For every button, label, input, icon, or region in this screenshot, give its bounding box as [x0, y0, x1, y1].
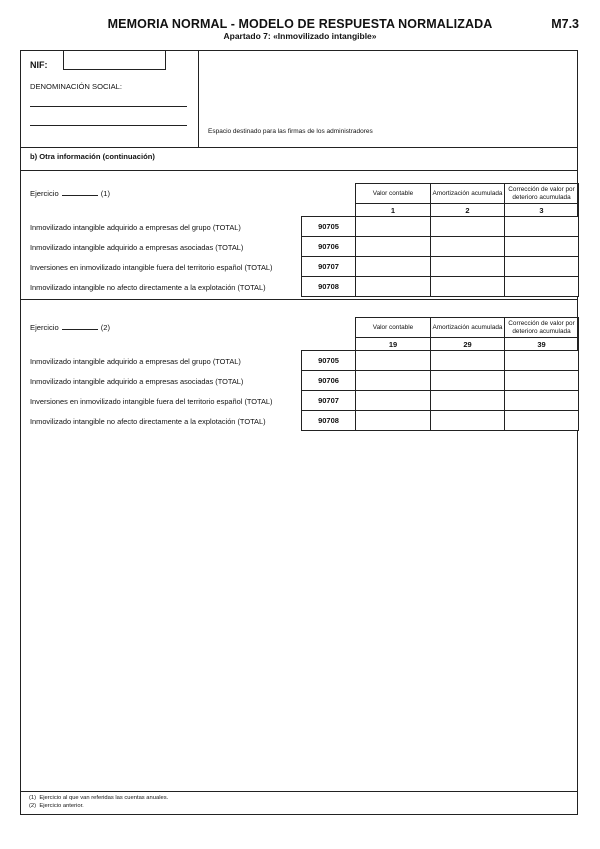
value-cell[interactable] [504, 350, 579, 371]
column-number: 3 [504, 203, 579, 217]
value-cell[interactable] [355, 390, 431, 411]
denominacion-field-line-1[interactable] [30, 106, 187, 107]
row-label: Inmovilizado intangible no afecto directamente a la explotación (TOTAL) [30, 283, 266, 292]
nif-label: NIF: [30, 60, 48, 70]
row-code: 90706 [301, 236, 356, 257]
column-header-correccion: Corrección de valor por deterioro acumulada [504, 317, 579, 338]
value-cell[interactable] [504, 256, 579, 277]
row-code: 90705 [301, 350, 356, 371]
column-number: 2 [430, 203, 505, 217]
column-number: 19 [355, 337, 431, 351]
ejercicio-note-ref: (1) [100, 189, 110, 198]
column-number: 39 [504, 337, 579, 351]
row-label: Inmovilizado intangible adquirido a empresas asociadas (TOTAL) [30, 243, 244, 252]
column-number: 29 [430, 337, 505, 351]
value-cell[interactable] [355, 350, 431, 371]
row-label: Inversiones en inmovilizado intangible fuera del territorio español (TOTAL) [30, 263, 273, 272]
document-title: MEMORIA NORMAL - MODELO DE RESPUESTA NORMALIZADA [107, 17, 493, 31]
column-header-correccion: Corrección de valor por deterioro acumulada [504, 183, 579, 204]
ejercicio-year-field[interactable] [62, 323, 98, 330]
row-code: 90707 [301, 390, 356, 411]
ejercicio-note-ref: (2) [100, 323, 110, 332]
nif-field[interactable] [63, 51, 166, 70]
row-label: Inmovilizado intangible adquirido a empresas del grupo (TOTAL) [30, 357, 241, 366]
ejercicio-line-2 [30, 323, 110, 332]
value-cell[interactable] [430, 410, 505, 431]
value-cell[interactable] [355, 276, 431, 297]
document-subtitle: Apartado 7: «Inmovilizado intangible» [223, 31, 377, 41]
footnote-mark: (1) [29, 795, 37, 801]
value-cell[interactable] [430, 256, 505, 277]
column-header-valor-contable: Valor contable [355, 183, 431, 204]
value-cell[interactable] [504, 216, 579, 237]
denominacion-label: DENOMINACIÓN SOCIAL: [30, 82, 122, 91]
value-cell[interactable] [430, 236, 505, 257]
form-code: M7.3 [551, 17, 579, 31]
value-cell[interactable] [430, 276, 505, 297]
footnote-text: Ejercicio anterior. [39, 803, 84, 809]
form-frame [20, 50, 578, 815]
value-cell[interactable] [355, 236, 431, 257]
footnote-text: Ejercicio al que van referidas las cuentas anuales. [39, 795, 169, 801]
column-number: 1 [355, 203, 431, 217]
footnote-1 [29, 795, 168, 801]
column-header-amortizacion: Amortización acumulada [430, 183, 505, 204]
ejercicio-year-field[interactable] [62, 189, 98, 196]
signatures-note: Espacio destinado para las firmas de los administradores [208, 128, 373, 135]
value-cell[interactable] [355, 370, 431, 391]
row-code: 90705 [301, 216, 356, 237]
column-header-amortizacion: Amortización acumulada [430, 317, 505, 338]
value-cell[interactable] [504, 410, 579, 431]
ejercicio-label: Ejercicio [30, 189, 59, 198]
value-cell[interactable] [430, 216, 505, 237]
value-cell[interactable] [504, 236, 579, 257]
value-cell[interactable] [430, 350, 505, 371]
row-label: Inmovilizado intangible adquirido a empresas asociadas (TOTAL) [30, 377, 244, 386]
value-cell[interactable] [504, 370, 579, 391]
identification-divider [198, 51, 199, 147]
row-label: Inmovilizado intangible adquirido a empresas del grupo (TOTAL) [30, 223, 241, 232]
denominacion-field-line-2[interactable] [30, 125, 187, 126]
row-code: 90708 [301, 410, 356, 431]
value-cell[interactable] [504, 276, 579, 297]
value-cell[interactable] [504, 390, 579, 411]
row-label: Inversiones en inmovilizado intangible fuera del territorio español (TOTAL) [30, 397, 273, 406]
footnote-rule [21, 791, 577, 792]
section-title: b) Otra información (continuación) [30, 152, 155, 161]
identification-bottom-rule [21, 147, 577, 148]
row-label: Inmovilizado intangible no afecto directamente a la explotación (TOTAL) [30, 417, 266, 426]
row-code: 90708 [301, 276, 356, 297]
row-code: 90706 [301, 370, 356, 391]
footnote-mark: (2) [29, 803, 37, 809]
section-bottom-rule [21, 170, 577, 171]
value-cell[interactable] [355, 216, 431, 237]
footnote-2 [29, 803, 84, 809]
ejercicio-label: Ejercicio [30, 323, 59, 332]
block-separator-rule [21, 299, 577, 300]
ejercicio-line-1 [30, 189, 110, 198]
value-cell[interactable] [355, 256, 431, 277]
value-cell[interactable] [355, 410, 431, 431]
value-cell[interactable] [430, 370, 505, 391]
row-code: 90707 [301, 256, 356, 277]
value-cell[interactable] [430, 390, 505, 411]
column-header-valor-contable: Valor contable [355, 317, 431, 338]
